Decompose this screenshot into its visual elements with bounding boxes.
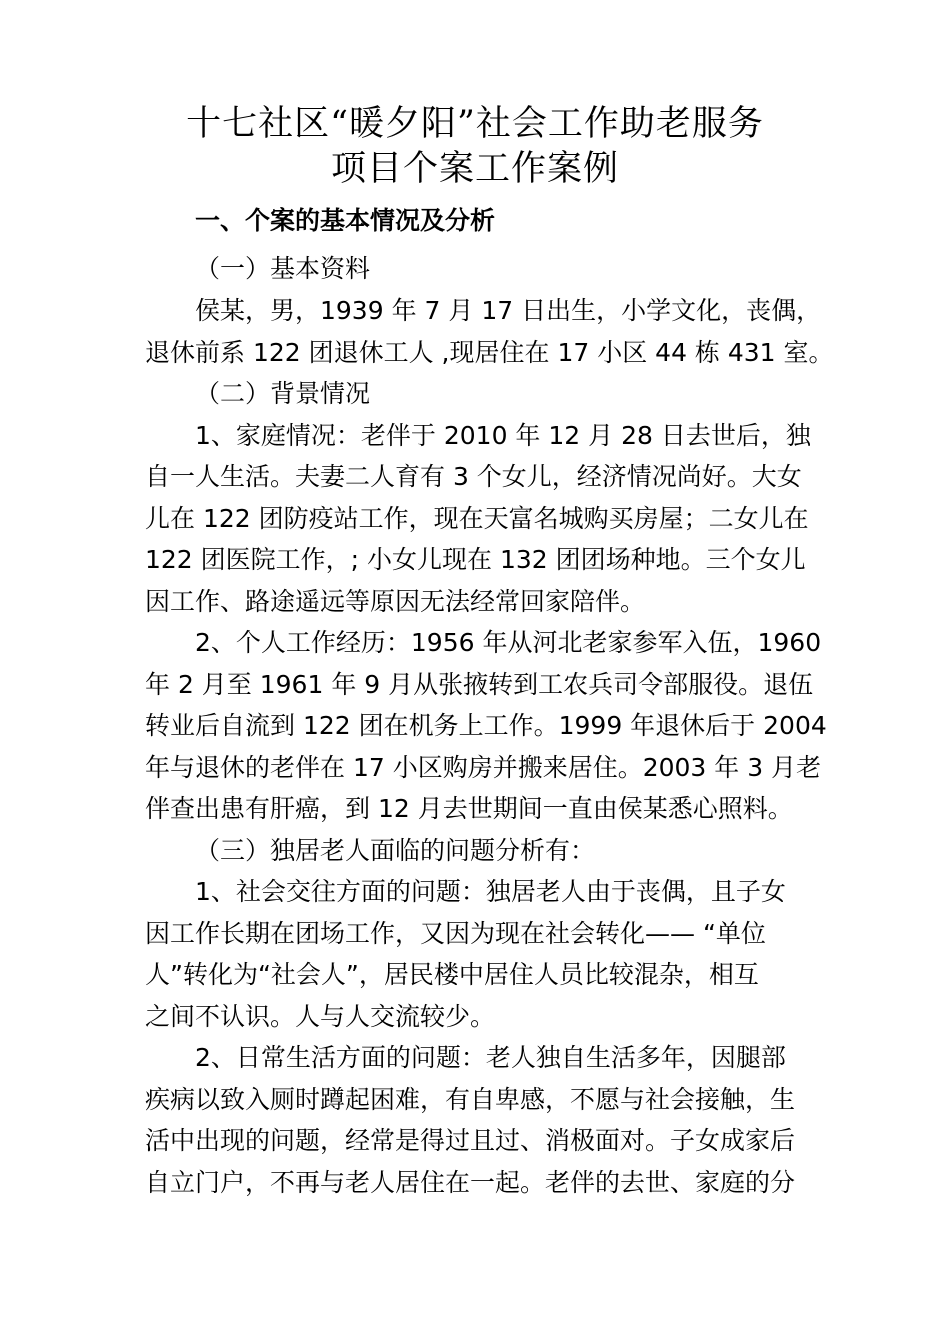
paragraph-line: 伴查出患有肝癌，到 12 月去世期间一直由侯某悉心照料。 xyxy=(145,794,793,823)
paragraph-line: 转业后自流到 122 团在机务上工作。1999 年退休后于 2004 xyxy=(145,711,827,740)
paragraph-line: 退休前系 122 团退休工人 ,现居住在 17 小区 44 栋 431 室。 xyxy=(145,338,834,367)
paragraph-line: 疾病以致入厕时蹲起困难，有自卑感，不愿与社会接触，生 xyxy=(145,1085,796,1114)
paragraph-line: 因工作、路途遥远等原因无法经常回家陪伴。 xyxy=(145,587,646,616)
paragraph-line: 儿在 122 团防疫站工作，现在天富名城购买房屋；二女儿在 xyxy=(145,504,809,533)
paragraph-line: 年 2 月至 1961 年 9 月从张掖转到工农兵司令部服役。退伍 xyxy=(145,670,814,699)
paragraph-line: 侯某，男，1939 年 7 月 17 日出生，小学文化，丧偶， xyxy=(195,296,822,325)
paragraph-line: 自立门户，不再与老人居住在一起。老伴的去世、家庭的分 xyxy=(145,1168,796,1197)
subsection-heading: （三）独居老人面临的问题分析有： xyxy=(195,836,596,865)
section-heading: 一、个案的基本情况及分析 xyxy=(195,206,496,235)
paragraph-line: 自一人生活。夫妻二人育有 3 个女儿，经济情况尚好。大女 xyxy=(145,462,802,491)
paragraph-line: 122 团医院工作，; 小女儿现在 132 团团场种地。三个女儿 xyxy=(145,545,806,574)
paragraph-line: 2、日常生活方面的问题：老人独自生活多年，因腿部 xyxy=(195,1043,786,1072)
document-title-line-2: 项目个案工作案例 xyxy=(330,149,619,189)
paragraph-line: 人”转化为“社会人”，居民楼中居住人员比较混杂，相互 xyxy=(145,960,759,989)
document-title-line-1: 十七社区“暖夕阳”社会工作助老服务 xyxy=(186,104,764,144)
subsection-heading: （二）背景情况 xyxy=(195,379,371,408)
paragraph-line: 年与退休的老伴在 17 小区购房并搬来居住。2003 年 3 月老 xyxy=(145,753,822,782)
paragraph-line: 因工作长期在团场工作，又因为现在社会转化—— “单位 xyxy=(145,919,766,948)
paragraph-line: 活中出现的问题，经常是得过且过、消极面对。子女成家后 xyxy=(145,1126,796,1155)
subsection-heading: （一）基本资料 xyxy=(195,254,371,283)
paragraph-line: 1、社会交往方面的问题：独居老人由于丧偶，且子女 xyxy=(195,877,786,906)
paragraph-line: 1、家庭情况：老伴于 2010 年 12 月 28 日去世后，独 xyxy=(195,421,811,450)
paragraph-line: 之间不认识。人与人交流较少。 xyxy=(145,1002,496,1031)
paragraph-line: 2、个人工作经历：1956 年从河北老家参军入伍，1960 xyxy=(195,628,822,657)
